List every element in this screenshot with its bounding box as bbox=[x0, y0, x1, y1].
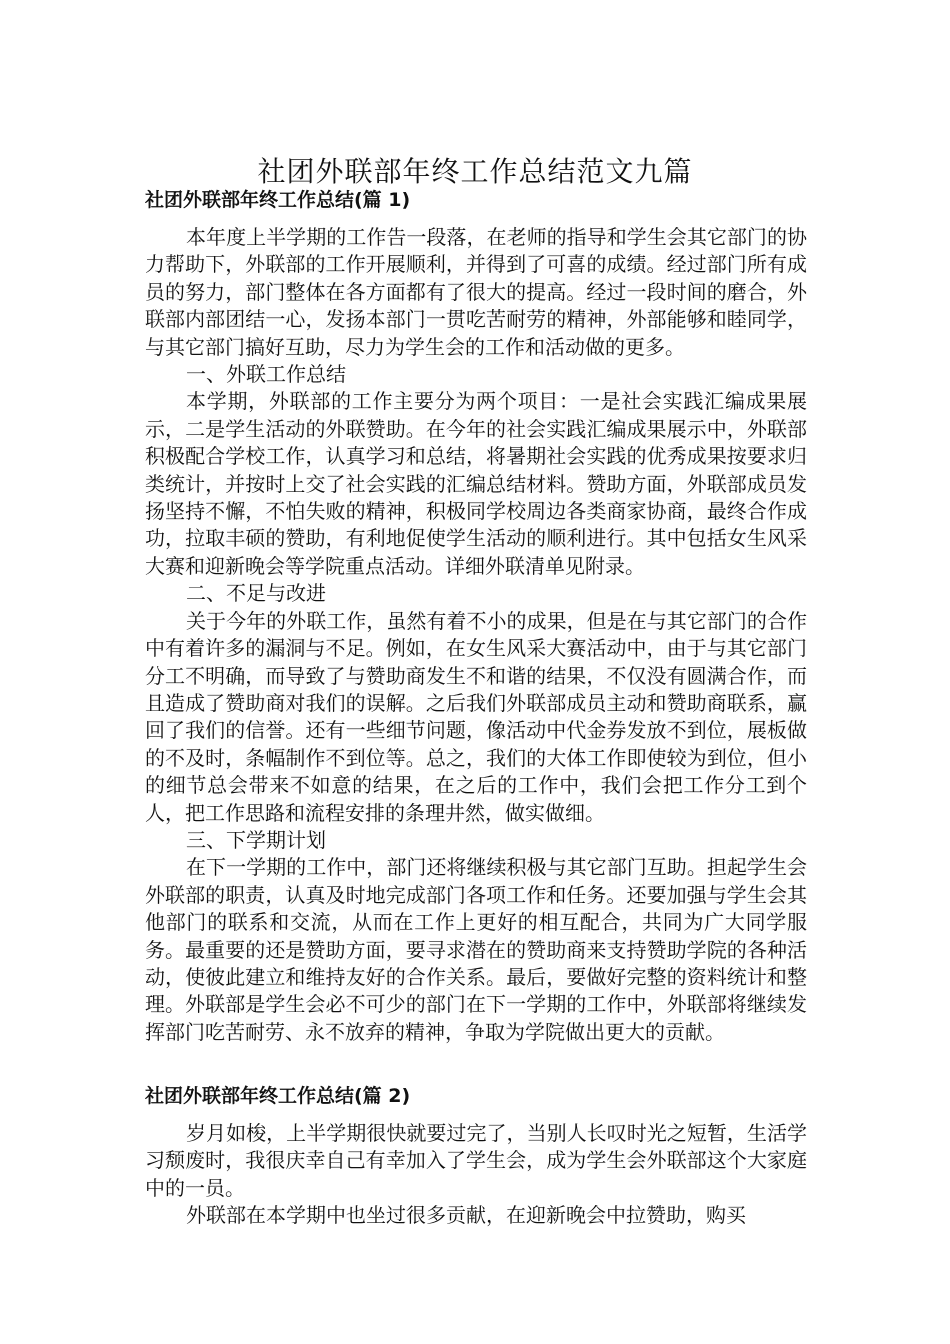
section-body-2 bbox=[145, 1120, 807, 1230]
paragraph: 外联部在本学期中也坐过很多贡献，在迎新晚会中拉赞助，购买 bbox=[186, 1203, 746, 1228]
paragraph: 在下一学期的工作中，部门还将继续积极与其它部门互助。担起学生会外联部的职责，认真及时地完成部门各项工作和任务。还要加强与学生会其他部门的联系和交流，从而在工作上更好的相互配合，共同为广大同学服务。最重要的还是赞助方面，要寻求潜在的赞助商来支持赞助学院的各种活动，使彼此建立和维持友好的合作关系。最后，要做好完整的资料统计和整理。外联部是学生会必不可少的部门在下一学期的工作中，外联部将继续发挥部门吃苦耐劳、永不放弃的精神，争取为学院做出更大的贡献。 bbox=[145, 855, 807, 1044]
subheading: 二、不足与改进 bbox=[186, 581, 326, 606]
section-heading-2: 社团外联部年终工作总结(篇 2) bbox=[145, 1085, 411, 1107]
paragraph: 本年度上半学期的工作告一段落，在老师的指导和学生会其它部门的协力帮助下，外联部的工作开展顺利，并得到了可喜的成绩。经过部门所有成员的努力，部门整体在各方面都有了很大的提高。经过一段时间的磨合，外联部内部团结一心，发扬本部门一贯吃苦耐劳的精神，外部能够和睦同学，与其它部门搞好互助，尽力为学生会的工作和活动做的更多。 bbox=[145, 225, 807, 359]
section-body-1 bbox=[145, 224, 807, 1046]
document-title: 社团外联部年终工作总结范文九篇 bbox=[257, 154, 693, 188]
section-heading-1: 社团外联部年终工作总结(篇 1) bbox=[145, 189, 411, 211]
paragraph: 关于今年的外联工作，虽然有着不小的成果，但是在与其它部门的合作中有着许多的漏洞与不足。例如，在女生风采大赛活动中，由于与其它部门分工不明确，而导致了与赞助商发生不和谐的结果，不仅没有圆满合作，而且造成了赞助商对我们的误解。之后我们外联部成员主动和赞助商联系，赢回了我们的信誉。还有一些细节问题，像活动中代金券发放不到位，展板做的不及时，条幅制作不到位等。总之，我们的大体工作即使较为到位，但小的细节总会带来不如意的结果，在之后的工作中，我们会把工作分工到个人，把工作思路和流程安排的条理井然，做实做细。 bbox=[145, 608, 807, 825]
paragraph: 岁月如梭，上半学期很快就要过完了，当别人长叹时光之短暂，生活学习颓废时，我很庆幸自己有幸加入了学生会，成为学生会外联部这个大家庭中的一员。 bbox=[145, 1121, 807, 1200]
paragraph: 本学期，外联部的工作主要分为两个项目：一是社会实践汇编成果展示，二是学生活动的外联赞助。在今年的社会实践汇编成果展示中，外联部积极配合学校工作，认真学习和总结，将暑期社会实践的优秀成果按要求归类统计，并按时上交了社会实践的汇编总结材料。赞助方面，外联部成员发扬坚持不懈，不怕失败的精神，积极同学校周边各类商家协商，最终合作成功，拉取丰硕的赞助，有利地促使学生活动的顺利进行。其中包括女生风采大赛和迎新晚会等学院重点活动。详细外联清单见附录。 bbox=[145, 389, 807, 578]
subheading: 三、下学期计划 bbox=[186, 827, 326, 852]
subheading: 一、外联工作总结 bbox=[186, 362, 346, 387]
